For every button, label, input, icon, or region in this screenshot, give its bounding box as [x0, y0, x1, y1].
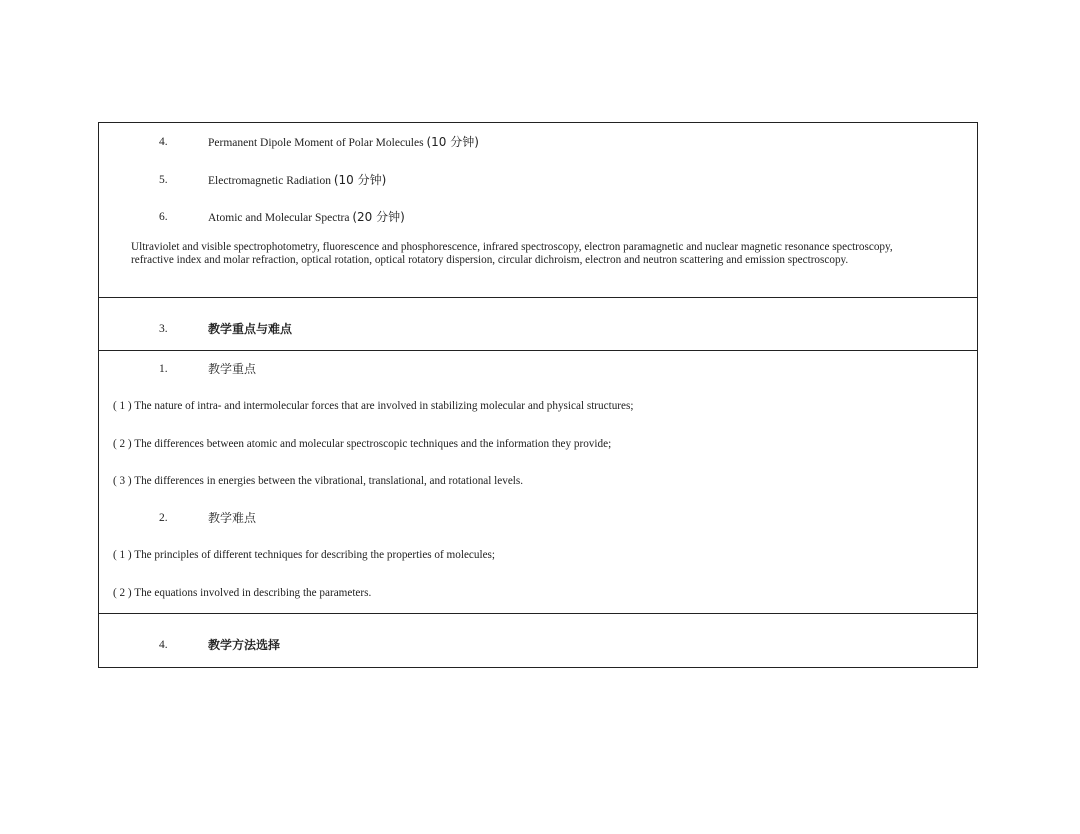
section-title: 教学重点与难点: [208, 322, 293, 336]
list-item: ( 1 ) The principles of different techniques for describing the properties of molecules;: [113, 549, 496, 561]
list-item: ( 1 ) The nature of intra- and intermolecular forces that are involved in stabilizing molecular and physical structures;: [113, 400, 634, 412]
subheading-title: 教学难点: [208, 511, 257, 525]
topic-title: Permanent Dipole Moment of Polar Molecules (10 分钟): [208, 135, 479, 149]
section-number: 3.: [159, 323, 168, 335]
topics-section: [98, 122, 978, 298]
spectra-paragraph: Ultraviolet and visible spectrophotometry, fluorescence and phosphorescence, infrared spectroscopy, electron paramagnetic and nuclear magnetic resonance spectroscopy, refractive index and molar refraction, optical rotation, optical rotatory dispersion, circular dichroism, electron and neutron scattering and emission spectroscopy.: [131, 241, 893, 266]
subheading-number: 1.: [159, 363, 168, 375]
topic-title: Electromagnetic Radiation (10 分钟): [208, 173, 387, 187]
section-heading-4: [98, 614, 978, 668]
section-number: 4.: [159, 639, 168, 651]
subheading-number: 2.: [159, 512, 168, 524]
list-item: ( 2 ) The equations involved in describing the parameters.: [113, 587, 372, 599]
topic-number: 4.: [159, 136, 168, 148]
section-heading-3: [98, 298, 978, 351]
section-title: 教学方法选择: [208, 638, 281, 652]
list-item: ( 3 ) The differences in energies between the vibrational, translational, and rotational levels.: [113, 475, 524, 487]
topic-number: 6.: [159, 211, 168, 223]
subheading-title: 教学重点: [208, 362, 257, 376]
key-difficult-section: [98, 351, 978, 614]
topic-number: 5.: [159, 174, 168, 186]
topic-title: Atomic and Molecular Spectra (20 分钟): [208, 210, 405, 224]
syllabus-table: [98, 122, 978, 668]
list-item: ( 2 ) The differences between atomic and molecular spectroscopic techniques and the information they provide;: [113, 438, 612, 450]
